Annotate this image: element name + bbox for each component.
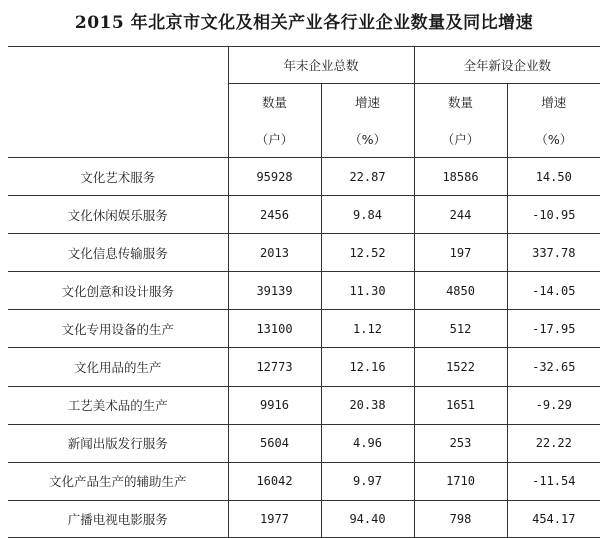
cell-total-growth: 1.12	[321, 310, 414, 348]
row-category: 文化休闲娱乐服务	[8, 196, 228, 234]
cell-new-count: 1710	[414, 462, 507, 500]
table-row	[8, 424, 600, 462]
table-row	[8, 310, 600, 348]
cell-new-growth: 14.50	[507, 158, 600, 196]
cell-new-count: 798	[414, 500, 507, 537]
cell-new-count: 1522	[414, 348, 507, 386]
table-row	[8, 500, 600, 537]
cell-new-count: 253	[414, 424, 507, 462]
table-row	[8, 196, 600, 234]
cell-new-growth: 454.17	[507, 500, 600, 537]
cell-total-count: 16042	[228, 462, 321, 500]
cell-total-growth: 9.84	[321, 196, 414, 234]
row-category: 广播电视电影服务	[8, 500, 228, 537]
cell-total-growth: 94.40	[321, 500, 414, 537]
cell-total-count: 2013	[228, 234, 321, 272]
cell-total-growth: 4.96	[321, 424, 414, 462]
group-header-new: 全年新设企业数	[414, 47, 600, 84]
sub-header-total-count: 数量	[228, 84, 321, 121]
category-header-cell	[8, 47, 228, 158]
cell-total-count: 9916	[228, 386, 321, 424]
cell-new-growth: -32.65	[507, 348, 600, 386]
cell-new-count: 18586	[414, 158, 507, 196]
cell-new-growth: -17.95	[507, 310, 600, 348]
cell-total-growth: 11.30	[321, 272, 414, 310]
cell-total-count: 5604	[228, 424, 321, 462]
cell-total-count: 12773	[228, 348, 321, 386]
row-category: 文化创意和设计服务	[8, 272, 228, 310]
cell-total-growth: 12.16	[321, 348, 414, 386]
unit-total-growth: （%）	[321, 120, 414, 158]
cell-new-count: 512	[414, 310, 507, 348]
cell-new-count: 4850	[414, 272, 507, 310]
cell-new-count: 244	[414, 196, 507, 234]
sub-header-new-count: 数量	[414, 84, 507, 121]
cell-new-growth: -14.05	[507, 272, 600, 310]
table-row	[8, 234, 600, 272]
table-row	[8, 462, 600, 500]
sub-header-new-growth: 增速	[507, 84, 600, 121]
table-row	[8, 348, 600, 386]
unit-total-count: （户）	[228, 120, 321, 158]
cell-total-count: 1977	[228, 500, 321, 537]
cell-total-count: 95928	[228, 158, 321, 196]
row-category: 新闻出版发行服务	[8, 424, 228, 462]
cell-total-count: 13100	[228, 310, 321, 348]
unit-new-growth: （%）	[507, 120, 600, 158]
row-category: 文化用品的生产	[8, 348, 228, 386]
row-category: 文化艺术服务	[8, 158, 228, 196]
table-row	[8, 386, 600, 424]
row-category: 工艺美术品的生产	[8, 386, 228, 424]
cell-total-growth: 22.87	[321, 158, 414, 196]
table-row	[8, 158, 600, 196]
row-category: 文化专用设备的生产	[8, 310, 228, 348]
sub-header-total-growth: 增速	[321, 84, 414, 121]
cell-new-growth: 337.78	[507, 234, 600, 272]
cell-new-growth: -9.29	[507, 386, 600, 424]
cell-new-growth: 22.22	[507, 424, 600, 462]
row-category: 文化信息传输服务	[8, 234, 228, 272]
cell-total-growth: 20.38	[321, 386, 414, 424]
industry-stats-table	[8, 46, 600, 538]
cell-total-growth: 9.97	[321, 462, 414, 500]
row-category: 文化产品生产的辅助生产	[8, 462, 228, 500]
cell-new-growth: -10.95	[507, 196, 600, 234]
cell-new-count: 1651	[414, 386, 507, 424]
cell-total-count: 2456	[228, 196, 321, 234]
table-row	[8, 272, 600, 310]
table-title: 2015 年北京市文化及相关产业各行业企业数量及同比增速	[74, 13, 534, 33]
cell-new-growth: -11.54	[507, 462, 600, 500]
cell-total-count: 39139	[228, 272, 321, 310]
cell-new-count: 197	[414, 234, 507, 272]
unit-new-count: （户）	[414, 120, 507, 158]
cell-total-growth: 12.52	[321, 234, 414, 272]
group-header-total: 年末企业总数	[228, 47, 414, 84]
